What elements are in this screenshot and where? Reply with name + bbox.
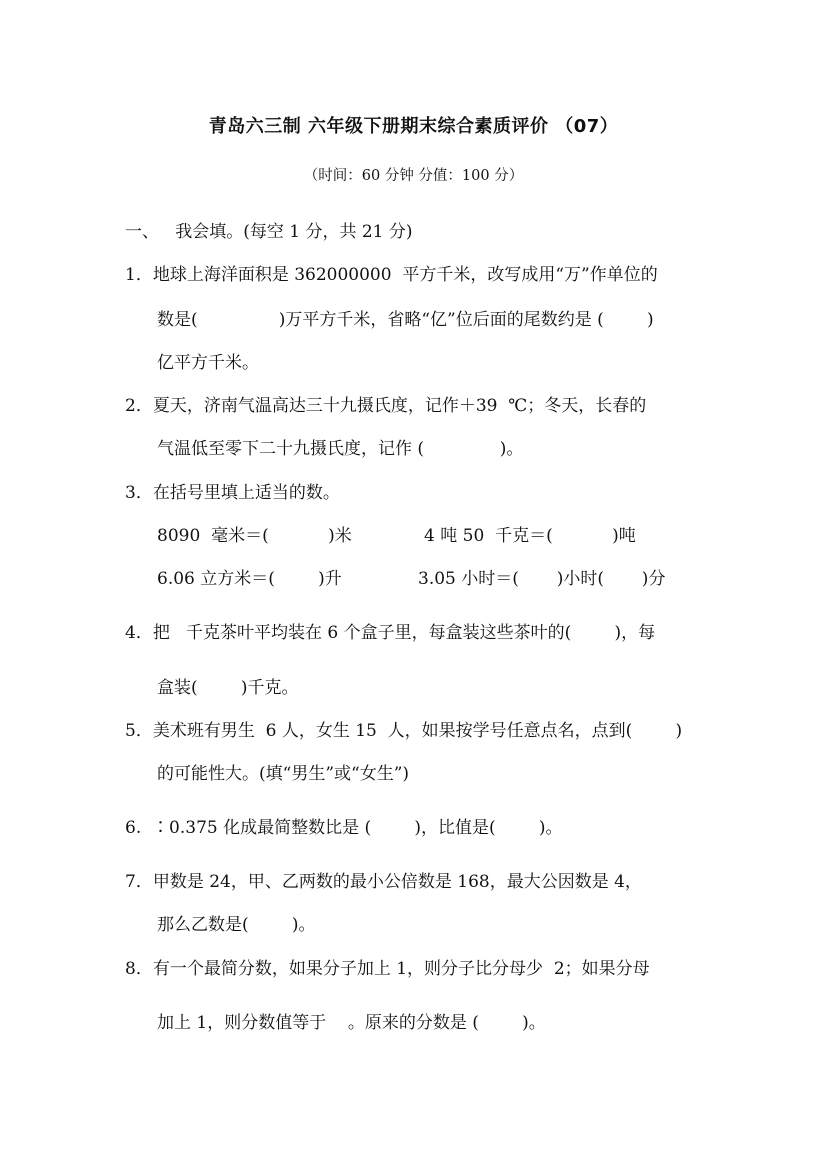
question-8-line-2: 加上 1，则分数值等于 。原来的分数是 ( )。 (157, 1013, 546, 1033)
question-3-item-d: 3.05 小时＝( )小时( )分 (418, 569, 666, 589)
question-5-line-1: 5．美术班有男生 6 人，女生 15 人，如果按学号任意点名，点到( ) (125, 721, 683, 741)
question-6-line-1: 6. ∶0.375 化成最简整数比是 ( )，比值是( )。 (125, 818, 563, 838)
question-3-line-1: 3．在括号里填上适当的数。 (125, 483, 340, 503)
section-heading: 一、 我会填。(每空 1 分，共 21 分) (125, 222, 413, 242)
question-1-line-2: 数是( )万平方千米，省略“亿”位后面的尾数约是 ( ) (157, 310, 654, 330)
question-7-line-1: 7．甲数是 24，甲、乙两数的最小公倍数是 168，最大公因数是 4， (125, 872, 642, 892)
question-4-line-1: 4．把 千克茶叶平均装在 6 个盒子里，每盒装这些茶叶的( )，每 (125, 623, 656, 643)
question-3-item-a: 8090 毫米＝( )米 (157, 526, 352, 546)
question-1-line-3: 亿平方千米。 (157, 353, 259, 373)
question-3-item-b: 4 吨 50 千克＝( )吨 (424, 526, 636, 546)
question-7-line-2: 那么乙数是( )。 (157, 915, 316, 935)
exam-info: （时间：60 分钟 分值：100 分） (303, 168, 524, 184)
question-4-line-2: 盒装( )千克。 (157, 678, 299, 698)
question-3-item-c: 6.06 立方米＝( )升 (157, 569, 342, 589)
question-5-line-2: 的可能性大。(填“男生”或“女生”) (157, 764, 410, 784)
question-2-line-1: 2．夏天，济南气温高达三十九摄氏度，记作＋39 ℃；冬天，长春的 (125, 396, 647, 416)
question-1-line-1: 1．地球上海洋面积是 362000000 平方千米，改写成用“万”作单位的 (125, 265, 658, 285)
question-2-line-2: 气温低至零下二十九摄氏度，记作 ( )。 (157, 439, 524, 459)
page-title: 青岛六三制 六年级下册期末综合素质评价 （07） (208, 116, 619, 137)
question-8-line-1: 8．有一个最简分数，如果分子加上 1，则分子比分母少 2；如果分母 (125, 959, 650, 979)
